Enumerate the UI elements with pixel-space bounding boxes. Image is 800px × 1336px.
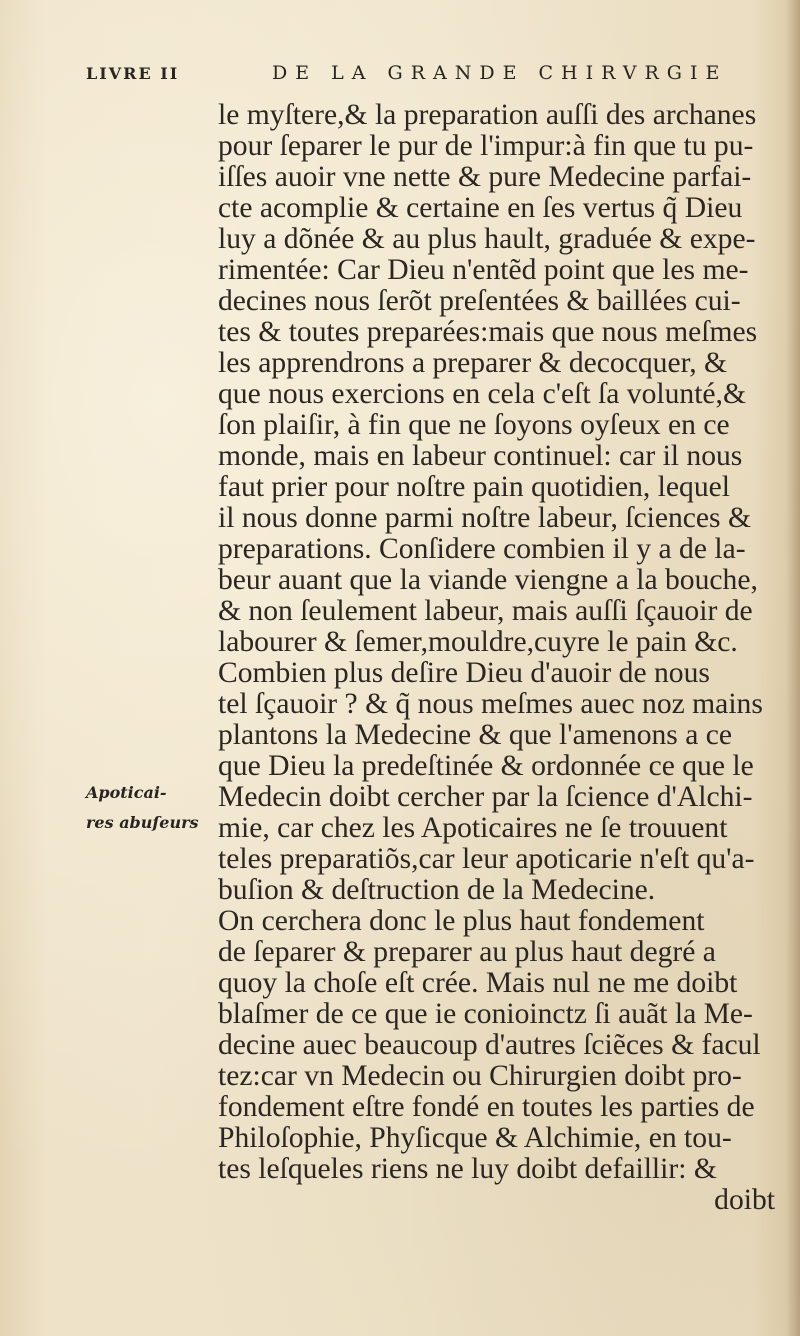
text-line: le myſtere,& la preparation auſſi des archanes xyxy=(218,100,757,131)
text-line: preparations. Conſidere combien il y a de la- xyxy=(218,534,746,565)
text-line: quoy la choſe eſt crée. Mais nul ne me doibt xyxy=(218,968,738,999)
text-line: ſon plaiſir, à fin que ne ſoyons oyſeux en ce xyxy=(218,410,730,441)
text-line: que nous exercions en cela c'eſt ſa volunté,& xyxy=(218,379,746,410)
text-line: que Dieu la predeſtinée & ordonnée ce que le xyxy=(218,751,754,782)
margin-note xyxy=(86,778,208,838)
text-line: de ſeparer & preparer au plus haut degré a xyxy=(218,937,716,968)
text-line: tez:car vn Medecin ou Chirurgien doibt pro- xyxy=(218,1061,742,1092)
text-line: les apprendrons a preparer & decocquer, & xyxy=(218,348,728,379)
text-line: decine auec beaucoup d'autres ſciẽces & facul xyxy=(218,1030,761,1061)
running-title: DE LA GRANDE CHIRVRGIE xyxy=(272,62,728,84)
main-text xyxy=(218,100,783,1216)
page-edge-shadow xyxy=(786,0,800,1336)
text-line: pour ſeparer le pur de l'impur:à fin que tu pu- xyxy=(218,131,754,162)
text-line: On cerchera donc le plus haut fondement xyxy=(218,906,705,937)
text-line: Medecin doibt cercher par la ſcience d'Alchi- xyxy=(218,782,753,813)
margin-note-line: res abuſeurs xyxy=(86,813,199,832)
text-line: iſſes auoir vne nette & pure Medecine parfai- xyxy=(218,162,752,193)
catchword: doibt xyxy=(714,1185,775,1216)
text-line: buſion & deſtruction de la Medecine. xyxy=(218,875,656,906)
text-line: monde, mais en labeur continuel: car il nous xyxy=(218,441,743,472)
text-line: decines nous ſerõt preſentées & baillées cui- xyxy=(218,286,741,317)
book-number: LIVRE II xyxy=(86,64,180,83)
margin-note-line: Apoticai- xyxy=(86,783,167,802)
text-line: mie, car chez les Apoticaires ne ſe trouuent xyxy=(218,813,728,844)
text-line: tes & toutes preparées:mais que nous meſmes xyxy=(218,317,758,348)
text-line: blaſmer de ce que ie conioinctz ſi auãt la Me- xyxy=(218,999,753,1030)
text-line: il nous donne parmi noſtre labeur, ſciences & xyxy=(218,503,751,534)
text-line: plantons la Medecine & que l'amenons a ce xyxy=(218,720,733,751)
text-line: & non ſeulement labeur, mais auſſi ſçauoir de xyxy=(218,596,753,627)
text-line: Combien plus deſire Dieu d'auoir de nous xyxy=(218,658,710,689)
text-line: tes leſqueles riens ne luy doibt defaillir: & xyxy=(218,1154,717,1185)
text-line: luy a dõnée & au plus hault, graduée & expe- xyxy=(218,224,756,255)
text-line: beur auant que la viande viengne a la bouche, xyxy=(218,565,758,596)
text-line: cte acomplie & certaine en ſes vertus q̃ Dieu xyxy=(218,193,743,224)
text-line: rimentée: Car Dieu n'entẽd point que les me- xyxy=(218,255,749,286)
text-line: labourer & ſemer,mouldre,cuyre le pain &c. xyxy=(218,627,738,658)
text-line: faut prier pour noſtre pain quotidien, lequel xyxy=(218,472,730,503)
text-line: tel ſçauoir ? & q̃ nous meſmes auec noz mains xyxy=(218,689,763,720)
text-line: fondement eſtre fondé en toutes les parties de xyxy=(218,1092,755,1123)
text-line: Philoſophie, Phyſicque & Alchimie, en tou- xyxy=(218,1123,732,1154)
running-head xyxy=(86,60,776,90)
text-line: teles preparatiõs,car leur apoticarie n'eſt qu'a- xyxy=(218,844,755,875)
